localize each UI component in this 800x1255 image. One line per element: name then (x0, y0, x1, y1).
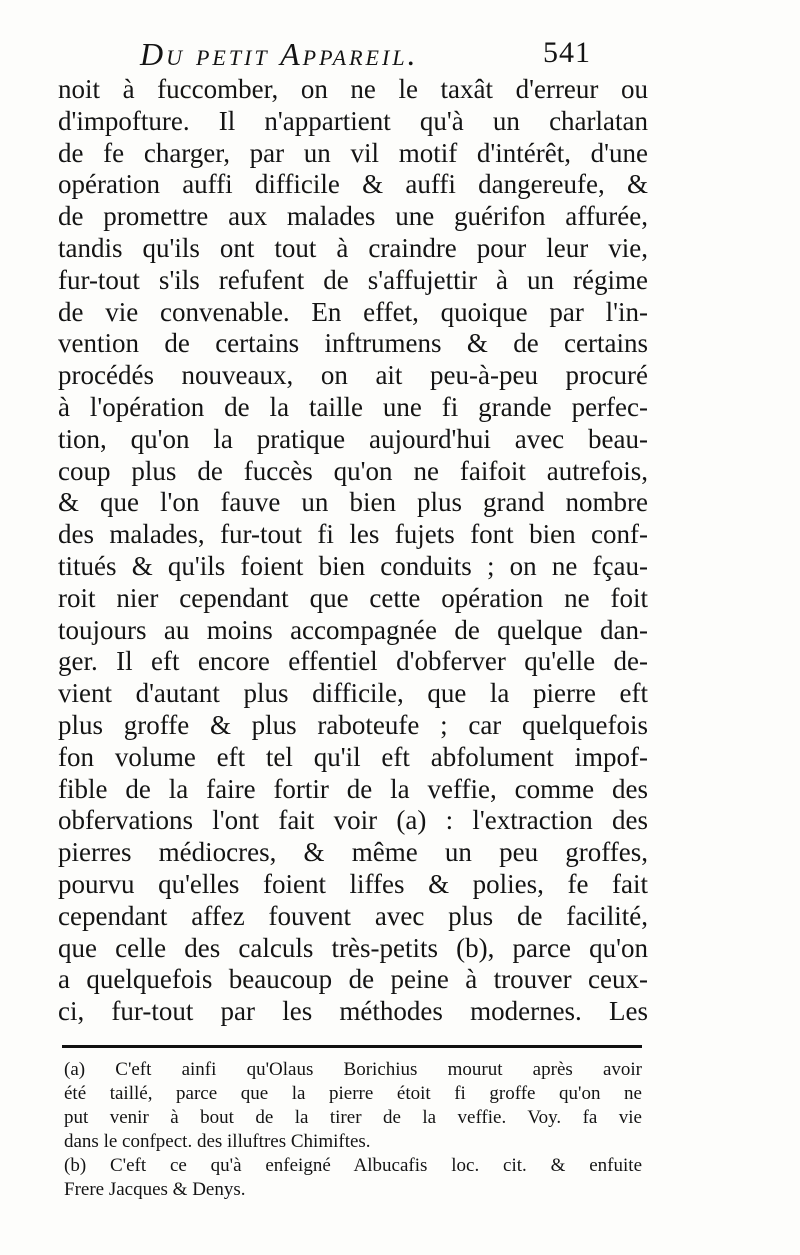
text-line: pierres médiocres, & même un peu groffes, (58, 837, 648, 868)
text-line: titués & qu'ils foient bien conduits ; on ne fçau- (58, 550, 648, 581)
text-line: de fe charger, par un vil motif d'intérêt, d'une (58, 137, 648, 168)
text-line: à l'opération de la taille une fi grande perfec- (58, 391, 648, 422)
text-line: ci, fur-tout par les méthodes modernes. Les (58, 996, 648, 1027)
text-line: vient d'autant plus difficile, que la pierre eft (58, 678, 648, 709)
text-line: roit nier cependant que cette opération ne foit (58, 582, 648, 613)
text-line: obfervations l'ont fait voir (a) : l'extraction des (58, 805, 648, 836)
page-number: 541 (543, 36, 591, 69)
text-line: tion, qu'on la pratique aujourd'hui avec beau- (58, 423, 648, 454)
footnotes (64, 1058, 642, 1202)
text-line: & que l'on fauve un bien plus grand nombre (58, 487, 648, 518)
running-title: Du petit Appareil. (140, 36, 419, 72)
footnote-line: (b) C'eft ce qu'à enfeigné Albucafis loc. cit. & enfuite (64, 1155, 642, 1176)
text-line: tandis qu'ils ont tout à craindre pour leur vie, (58, 232, 648, 263)
text-line: fur-tout s'ils refufent de s'affujettir à un régime (58, 264, 648, 295)
text-line: noit à fuccomber, on ne le taxât d'erreur ou (58, 74, 648, 104)
text-line: fible de la faire fortir de la veffie, comme des (58, 773, 648, 804)
footnote-divider (62, 1045, 642, 1048)
text-line: d'impofture. Il n'appartient qu'à un charlatan (58, 105, 648, 136)
footnote-line: été taillé, parce que la pierre étoit fi groffe qu'on ne (64, 1083, 642, 1104)
text-line: pourvu qu'elles foient liffes & polies, fe fait (58, 868, 648, 899)
footnote-line: dans le confpect. des illuftres Chimiftes. (64, 1131, 371, 1152)
text-line: toujours au moins accompagnée de quelque dan- (58, 614, 648, 645)
body-text (58, 74, 648, 1028)
text-line: plus groffe & plus raboteufe ; car quelquefois (58, 709, 648, 740)
text-line: procédés nouveaux, on ait peu-à-peu procuré (58, 360, 648, 391)
text-line: fon volume eft tel qu'il eft abfolument impof- (58, 741, 648, 772)
page-header (140, 36, 640, 76)
text-line: des malades, fur-tout fi les fujets font bien conf- (58, 519, 648, 550)
footnote-line: (a) C'eft ainfi qu'Olaus Borichius mourut après avoir (64, 1059, 642, 1080)
text-line: coup plus de fuccès qu'on ne faifoit autrefois, (58, 455, 648, 486)
footnote-line: Frere Jacques & Denys. (64, 1179, 246, 1200)
text-line: opération auffi difficile & auffi dangereufe, & (58, 169, 648, 200)
text-line: vention de certains inftrumens & de certains (58, 328, 648, 359)
text-line: a quelquefois beaucoup de peine à trouver ceux- (58, 964, 648, 995)
text-line: que celle des calculs très-petits (b), parce qu'on (58, 932, 648, 963)
footnote-line: put venir à bout de la tirer de la veffie. Voy. fa vie (64, 1107, 642, 1128)
text-line: ger. Il eft encore effentiel d'obferver qu'elle de- (58, 646, 648, 677)
text-line: de promettre aux malades une guérifon affurée, (58, 201, 648, 232)
text-line: de vie convenable. En effet, quoique par l'in- (58, 296, 648, 327)
text-line: cependant affez fouvent avec plus de facilité, (58, 900, 648, 931)
